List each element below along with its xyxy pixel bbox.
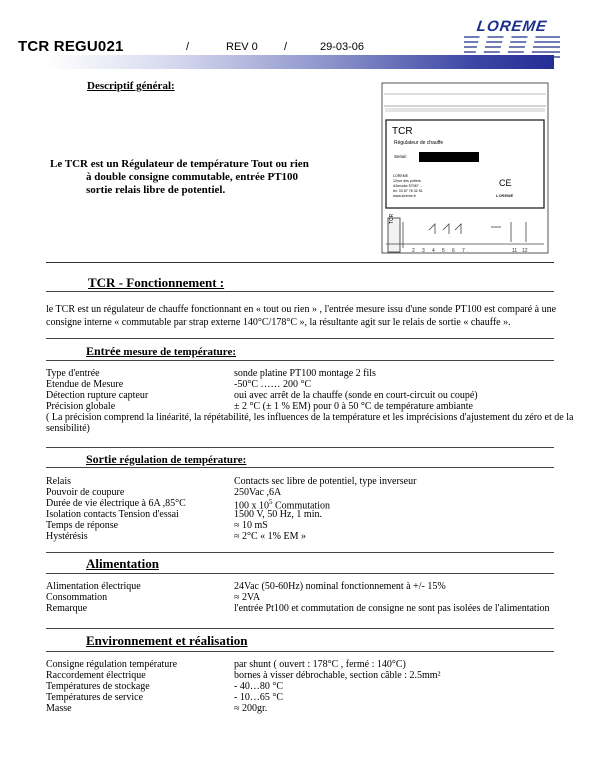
product-code: TCR REGU021	[18, 38, 124, 55]
device-address: LOREME 12rue des potiers d'Ancoke 57067 ... tel. 03 87 76 32 51 www.loreme.fr	[393, 174, 423, 198]
ce-mark: CE	[499, 178, 512, 188]
intro-line: Le TCR est un Régulateur de température Tout ou rien	[50, 158, 309, 170]
intro-line: sortie relais libre de potentiel.	[86, 184, 226, 196]
spec-value: 1500 V, 50 Hz, 1 min.	[234, 509, 322, 520]
general-description-title: Descriptif général:	[87, 80, 175, 92]
section-divider	[46, 262, 554, 263]
section-divider	[46, 467, 554, 468]
device-side-label: TCR	[389, 213, 395, 224]
device-serial-label: Serial:	[394, 154, 407, 159]
spec-value: bornes à visser débrochable, section câble : 2.5mm²	[234, 670, 441, 681]
environment-title: Environnement et réalisation	[86, 633, 248, 648]
spec-value: ≈ 10 mS	[234, 520, 268, 531]
section-divider	[46, 360, 554, 361]
spec-value: 24Vac (50-60Hz) nominal fonctionnement à +/- 15%	[234, 581, 446, 592]
precision-note: ( La précision comprend la linéarité, la répétabilité, les influences de la température et les imprécisions d'ajustement du zéro et de la	[46, 412, 574, 423]
section-divider	[46, 291, 554, 292]
svg-text:12: 12	[522, 248, 528, 254]
operation-title: TCR - Fonctionnement :	[88, 275, 225, 290]
output-section-title: Sortie régulation de température:	[86, 452, 247, 466]
spec-label: Précision globale	[46, 401, 116, 412]
section-divider	[46, 628, 554, 629]
power-supply-title: Alimentation	[86, 556, 159, 571]
section-divider	[46, 447, 554, 448]
svg-text:5: 5	[442, 248, 445, 254]
precision-note: sensibilité)	[46, 423, 90, 434]
spec-label: Type d'entrée	[46, 368, 100, 379]
spec-value: ± 2 °C (± 1 % EM) pour 0 à 50 °C de température ambiante	[234, 401, 473, 412]
svg-text:4: 4	[432, 248, 435, 254]
spec-value: l'entrée Pt100 et commutation de consigne ne sont pas isolées de l'alimentation	[234, 603, 550, 614]
svg-text:7: 7	[462, 248, 465, 254]
spec-label: Températures de stockage	[46, 681, 150, 692]
section-divider	[46, 573, 554, 574]
spec-label: Durée de vie électrique à 6A ,85°C	[46, 498, 186, 509]
spec-value: oui avec arrêt de la chauffe (sonde en court-circuit ou coupé)	[234, 390, 478, 401]
spec-label: Détection rupture capteur	[46, 390, 149, 401]
spec-label: Masse	[46, 703, 72, 714]
section-divider	[46, 651, 554, 652]
svg-text:6: 6	[452, 248, 455, 254]
spec-label: Relais	[46, 476, 71, 487]
spec-value: 100 x $10^5$ Commutation	[234, 498, 330, 512]
spec-value: ≈ 2VA	[234, 592, 261, 603]
spec-label: Alimentation électrique	[46, 581, 141, 592]
svg-text:3: 3	[422, 248, 425, 254]
spec-label: Etendue de Mesure	[46, 379, 124, 390]
device-illustration	[381, 82, 549, 254]
spec-label: Pouvoir de coupure	[46, 487, 125, 498]
document-date: 29-03-06	[320, 41, 365, 53]
svg-text:2: 2	[412, 248, 415, 254]
spec-label: Consommation	[46, 592, 108, 603]
spec-value: ≈ 200gr.	[234, 703, 268, 714]
header-bar	[46, 55, 554, 69]
input-section-title: Entrée mesure de température:	[86, 344, 237, 358]
spec-label: Raccordement électrique	[46, 670, 146, 681]
spec-value: - 40…80 °C	[234, 681, 283, 692]
spec-value: ≈ 2°C « 1% EM »	[234, 531, 306, 542]
header-separator: /	[284, 41, 288, 53]
spec-label: Temps de réponse	[46, 520, 119, 531]
spec-label: Consigne régulation température	[46, 659, 178, 670]
spec-value: sonde platine PT100 montage 2 fils	[234, 368, 376, 379]
operation-text: consigne interne « commutable par strap externe 140°C/178°C », la résultante agit sur le relais de sortie « chauffe ».	[46, 317, 511, 328]
spec-label: Hystérésis	[46, 531, 88, 542]
operation-text: le TCR est un régulateur de chauffe fonctionnant en « tout ou rien » , l'entrée mesure issu d'une sonde PT100 est comparé à une	[46, 304, 557, 315]
device-subtitle: Régulateur de chauffe	[394, 140, 444, 146]
spec-value: Contacts sec libre de potentiel, type inverseur	[234, 476, 417, 487]
spec-value: 250Vac ,6A	[234, 487, 282, 498]
header-separator: /	[186, 41, 190, 53]
spec-label: Températures de service	[46, 692, 144, 703]
spec-label: Isolation contacts Tension d'essai	[46, 509, 179, 520]
spec-label: Remarque	[46, 603, 88, 614]
spec-value: par shunt ( ouvert : 178°C , fermé : 140°C)	[234, 659, 406, 670]
section-divider	[46, 338, 554, 339]
revision: REV 0	[226, 41, 258, 53]
svg-text:11: 11	[512, 248, 518, 254]
spec-value: - 10…65 °C	[234, 692, 283, 703]
device-model: TCR	[392, 126, 413, 137]
device-footer-brand: LOREME	[496, 193, 514, 198]
logo-text: LOREME	[475, 18, 549, 35]
section-divider	[46, 552, 554, 553]
intro-line: à double consigne commutable, entrée PT100	[86, 171, 299, 183]
spec-value: -50°C …… 200 °C	[234, 379, 312, 390]
